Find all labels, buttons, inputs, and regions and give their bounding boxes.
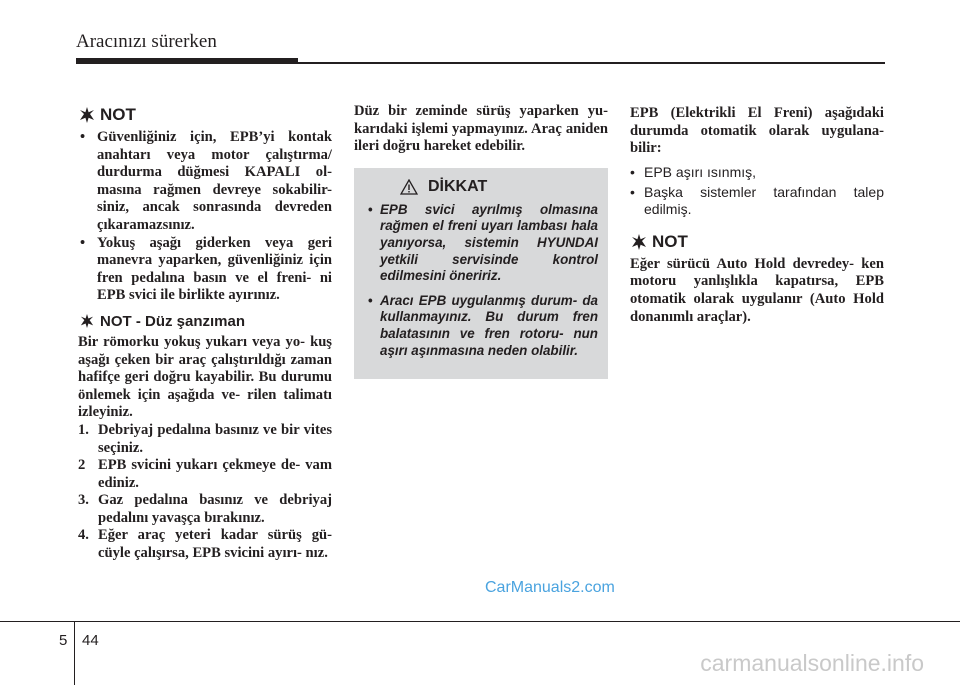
caution-box: [354, 168, 608, 379]
step-text: Debriyaj pedalına basınız ve bir vites seçiniz.: [98, 421, 332, 456]
column-left: [78, 105, 332, 563]
caution-heading: [368, 178, 598, 196]
step-text: EPB svicini yukarı çekmeye de- vam ediniz.: [98, 457, 332, 491]
condition-list: [630, 164, 884, 218]
note-paragraph: Bir römorku yokuş yukarı veya yo- kuş aşağı çeken bir araç çalıştırıldığı zaman hafifçe geri doğru kayabilir. Bu durumu önlemek için aşağıda ve- rilen talimatı izleyiniz.: [78, 333, 332, 421]
warning-triangle-icon: [400, 179, 418, 195]
list-item: • Başka sistemler tarafından talep edilmiş.: [630, 184, 884, 218]
footer-divider: [74, 622, 75, 685]
footer-rule: [0, 621, 960, 622]
header-rule-thin: [298, 62, 885, 64]
site-watermark: carmanualsonline.info: [700, 650, 924, 676]
list-item: • EPB aşırı ısınmış,: [630, 164, 884, 181]
caution-list: [368, 202, 598, 359]
step-number: 1.: [78, 421, 89, 438]
page-header-title: Aracınızı sürerken: [76, 31, 217, 52]
list-item: • Aracı EPB uygulanmış durum- da kullanmayınız. Bu durum fren balatasının ve fren rotoru- nun aşırı aşınmasına neden olabilir.: [368, 293, 598, 359]
list-item: [78, 422, 332, 457]
note-heading: [78, 105, 332, 125]
list-item: [78, 492, 332, 527]
star-icon: [78, 107, 96, 123]
header-rule-thick: [76, 58, 298, 64]
step-number: 2: [78, 457, 86, 474]
note-title: NOT - Düz şanzıman: [100, 312, 246, 330]
note-heading: [630, 232, 884, 252]
star-icon: [78, 314, 96, 328]
section-number: 5: [59, 632, 68, 649]
step-number: 3.: [78, 492, 89, 509]
column-right: [630, 105, 884, 326]
note-paragraph: Eğer sürücü Auto Hold devredey- ken motoru yanlışlıkla kapatırsa, EPB otomatik olarak uygulanır (Auto Hold donanımlı araçlar).: [630, 255, 884, 325]
steps-list: [78, 422, 332, 563]
list-item: [78, 457, 332, 492]
list-item: • EPB svici ayrılmış olmasına rağmen el freni uyarı lambası hala yanıyorsa, sistemin HYUNDAI yetkili servisinde kontrol edilmesini öneririz.: [368, 202, 598, 285]
note-title: NOT: [100, 105, 136, 124]
step-number: 4.: [78, 527, 89, 544]
step-text: Gaz pedalına basınız ve debriyaj pedalını yavaşça bırakınız.: [98, 492, 332, 526]
column-middle: [354, 103, 608, 379]
note-heading-transmission: [78, 313, 332, 330]
intro-paragraph: EPB (Elektrikli El Freni) aşağıdaki durumda otomatik olarak uygulana- bilir:: [630, 105, 884, 157]
list-item: • Yokuş aşağı giderken veya geri manevra yaparken, güvenliğiniz için fren pedalına basın ve el freni- ni EPB svici ile birlikte ayırınız.: [78, 235, 332, 305]
step-text: Eğer araç yeteri kadar sürüş gü- cüyle çalışırsa, EPB svicini ayırı- nız.: [98, 527, 332, 562]
list-item: • Güvenliğiniz için, EPB’yi kontak anahtarı veya motor çalıştırma/ durdurma düğmesi KAPALI ol- masına rağmen devreye sokabilir- siniz, ancak sonrasında devreden çıkaramazsınız.: [78, 129, 332, 235]
watermark-link[interactable]: CarManuals2.com: [485, 579, 615, 596]
caution-title: DİKKAT: [428, 177, 488, 195]
intro-paragraph: Düz bir zeminde sürüş yaparken yu- karıdaki işlemi yapmayınız. Araç aniden ileri doğru hareket edebilir.: [354, 103, 608, 155]
star-icon: [630, 234, 648, 250]
page-number: 44: [82, 632, 99, 649]
note-title: NOT: [652, 231, 688, 251]
list-item: [78, 527, 332, 562]
note-bullet-list: [78, 129, 332, 305]
